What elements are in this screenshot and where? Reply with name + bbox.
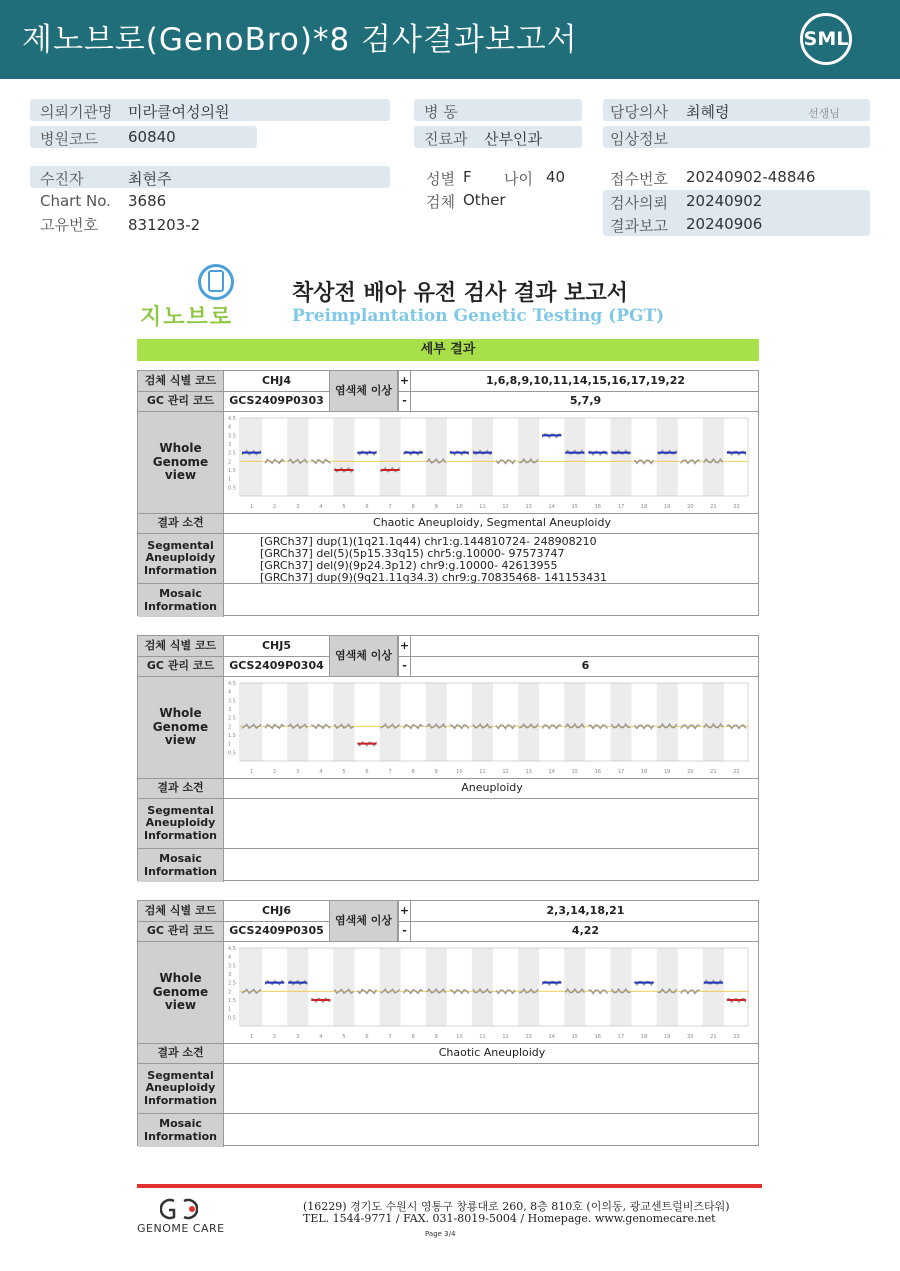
- report-date-value: 20240906: [686, 215, 763, 233]
- ward-label: 병 동: [424, 103, 458, 121]
- table-row: [138, 656, 758, 676]
- table-row: [138, 848, 758, 882]
- x-tick-label: 16: [594, 1034, 602, 1040]
- y-tick-label: 2.5: [228, 980, 236, 987]
- x-tick-label: 16: [594, 504, 602, 510]
- name-value: 최현주: [128, 170, 172, 188]
- whole-genome-plot: [226, 414, 756, 512]
- y-tick-label: 2.5: [228, 715, 236, 722]
- y-tick-label: 3.5: [228, 433, 236, 440]
- hospital-code-value: 60840: [128, 128, 176, 146]
- header-bar: [0, 0, 900, 79]
- copy-number-trace: [542, 725, 561, 729]
- y-tick-label: 1: [228, 1006, 232, 1013]
- mosaic-label: Mosaic Information: [138, 1114, 224, 1147]
- table-row: [138, 676, 758, 778]
- x-tick-label: 14: [548, 504, 555, 510]
- report-subtitle: Preimplantation Genetic Testing (PGT): [292, 306, 665, 326]
- chromosome-band: [703, 948, 724, 1026]
- y-tick-label: 1.5: [228, 468, 236, 474]
- x-tick-label: 6: [365, 504, 369, 510]
- segmental-line: [GRCh37] del(5)(5p15.33q15) chr5:g.10000- 97573747: [260, 547, 565, 560]
- plus-chromosomes: 2,3,14,18,21: [410, 901, 760, 921]
- sample-code-value: CHJ4: [261, 373, 292, 387]
- sample-code-value: CHJ6: [261, 903, 292, 917]
- company-address: (16229) 경기도 수원시 영통구 창룡대로 260, 8층 810호 (이의동, 광교센트럴비즈타워): [303, 1200, 730, 1213]
- x-tick-label: 17: [617, 769, 625, 775]
- chromosome-band: [657, 418, 678, 496]
- x-tick-label: 5: [342, 1034, 346, 1040]
- finding-label: 결과 소견: [138, 779, 224, 798]
- minus-label: -: [398, 392, 410, 411]
- mosaic-value: [224, 849, 760, 882]
- minus-label: -: [398, 657, 410, 676]
- x-tick-label: 12: [502, 504, 509, 510]
- chromosome-band: [564, 683, 585, 761]
- y-tick-label: 1: [228, 476, 232, 483]
- table-row: [138, 583, 758, 617]
- y-tick-label: 4: [228, 689, 232, 696]
- hourglass-icon: [208, 270, 224, 292]
- x-tick-label: 7: [388, 504, 392, 510]
- chromosome-band: [657, 948, 678, 1026]
- chromosome-band: [657, 683, 678, 761]
- x-tick-label: 4: [319, 1034, 323, 1040]
- y-tick-label: 2: [228, 989, 232, 996]
- chromosome-band: [380, 948, 401, 1026]
- finding-value: Chaotic Aneuploidy, Segmental Aneuploidy: [373, 516, 611, 530]
- x-tick-label: 18: [640, 1034, 648, 1040]
- gc-code-label: GC 관리 코드: [138, 392, 224, 411]
- sample-table: [137, 370, 759, 616]
- y-tick-label: 0.5: [228, 1015, 236, 1022]
- table-row: [138, 533, 758, 583]
- table-row: [138, 513, 758, 533]
- x-tick-label: 19: [663, 504, 671, 510]
- x-tick-label: 3: [296, 769, 300, 775]
- chromosome-band: [518, 948, 539, 1026]
- x-tick-label: 8: [411, 769, 415, 775]
- chromosome-band: [610, 683, 631, 761]
- segmental-info: [224, 534, 760, 583]
- finding-value: Chaotic Aneuploidy: [438, 1046, 546, 1060]
- chromosome-band: [703, 418, 724, 496]
- sex-label: 성별: [426, 170, 455, 188]
- request-value: 20240902: [686, 192, 763, 210]
- x-tick-label: 11: [479, 1034, 486, 1040]
- chromosome-band: [518, 418, 539, 496]
- x-tick-label: 1: [249, 1034, 254, 1040]
- chromosome-band: [426, 418, 447, 496]
- x-tick-label: 12: [502, 769, 509, 775]
- chromosome-band: [472, 683, 493, 761]
- y-tick-label: 4.5: [228, 681, 236, 687]
- x-tick-label: 17: [617, 1034, 625, 1040]
- chromosome-band: [380, 418, 401, 496]
- y-tick-label: 3.5: [228, 698, 236, 705]
- mosaic-label: Mosaic Information: [138, 849, 224, 882]
- page-number: Page 3/4: [425, 1230, 456, 1238]
- chart-value: 3686: [128, 192, 167, 210]
- finding-value: Aneuploidy: [461, 781, 523, 795]
- x-tick-label: 20: [687, 504, 694, 510]
- plus-label: +: [398, 371, 410, 391]
- copy-number-trace: [311, 460, 330, 464]
- chromosome-abnormal-label: 염색체 이상: [329, 901, 398, 941]
- table-row: [138, 1063, 758, 1113]
- copy-number-trace: [681, 725, 700, 728]
- x-tick-label: 10: [456, 769, 463, 775]
- x-tick-label: 11: [479, 769, 486, 775]
- chromosome-band: [518, 683, 539, 761]
- chromosome-band: [426, 683, 447, 761]
- x-tick-label: 1: [249, 769, 254, 775]
- x-tick-label: 21: [710, 769, 717, 775]
- y-tick-label: 1: [228, 741, 232, 748]
- table-row: [138, 1043, 758, 1063]
- sml-logo-text: SML: [803, 28, 849, 50]
- y-tick-label: 0.5: [228, 485, 236, 492]
- doctor-value: 최혜령: [686, 103, 730, 121]
- chromosome-band: [380, 683, 401, 761]
- x-tick-label: 14: [548, 1034, 555, 1040]
- y-tick-label: 2: [228, 724, 232, 731]
- chromosome-band: [287, 683, 308, 761]
- x-tick-label: 22: [733, 1034, 740, 1040]
- x-tick-label: 2: [273, 1034, 277, 1040]
- whole-genome-view-label: Whole Genome view: [138, 412, 224, 513]
- x-tick-label: 4: [319, 504, 323, 510]
- chromosome-band: [610, 948, 631, 1026]
- sample-table: [137, 900, 759, 1146]
- section-header: 세부 결과: [137, 339, 759, 361]
- y-tick-label: 3: [228, 707, 232, 713]
- x-tick-label: 5: [342, 769, 346, 775]
- x-tick-label: 10: [456, 1034, 463, 1040]
- name-label: 수진자: [40, 170, 84, 188]
- department-value: 산부인과: [484, 130, 542, 148]
- company-contact: TEL. 1544-9771 / FAX. 031-8019-5004 / Homepage. www.genomecare.net: [303, 1212, 716, 1225]
- gc-code-value: GCS2409P0304: [229, 659, 324, 673]
- sml-logo: [800, 13, 852, 65]
- age-label: 나이: [504, 170, 533, 188]
- chromosome-band: [241, 418, 262, 496]
- y-tick-label: 0.5: [228, 750, 236, 757]
- finding-label: 결과 소견: [138, 1044, 224, 1063]
- copy-number-trace: [588, 725, 607, 728]
- y-tick-label: 2.5: [228, 450, 236, 457]
- copy-number-trace: [681, 460, 700, 463]
- x-tick-label: 13: [525, 769, 532, 775]
- x-tick-label: 6: [365, 769, 369, 775]
- x-tick-label: 5: [342, 504, 346, 510]
- x-tick-label: 3: [296, 504, 300, 510]
- institution-value: 미라클여성의원: [128, 103, 230, 121]
- x-tick-label: 18: [640, 769, 648, 775]
- chromosome-band: [287, 418, 308, 496]
- segmental-label: Segmental Aneuploidy Information: [138, 534, 224, 583]
- x-tick-label: 15: [571, 504, 579, 510]
- genobro-logo-text: 지노브로: [140, 305, 234, 330]
- specimen-value: Other: [463, 191, 506, 209]
- gc-code-label: GC 관리 코드: [138, 922, 224, 941]
- chromosome-abnormal-label: 염색체 이상: [329, 371, 398, 411]
- gc-code-value: GCS2409P0303: [229, 394, 324, 408]
- table-row: [138, 941, 758, 1043]
- segmental-info: [224, 799, 760, 848]
- table-row: [138, 371, 758, 391]
- y-tick-label: 4: [228, 954, 232, 961]
- id-label: 고유번호: [40, 216, 98, 234]
- gc-code-label: GC 관리 코드: [138, 657, 224, 676]
- chart-label: Chart No.: [40, 192, 111, 210]
- y-tick-label: 3: [228, 972, 232, 978]
- minus-chromosomes: 4,22: [410, 922, 760, 941]
- x-tick-label: 22: [733, 769, 740, 775]
- plus-chromosomes: 1,6,8,9,10,11,14,15,16,17,19,22: [410, 371, 760, 391]
- x-tick-label: 19: [663, 769, 671, 775]
- table-row: [138, 411, 758, 513]
- x-tick-label: 7: [388, 1034, 392, 1040]
- hospital-code-label: 병원코드: [40, 130, 98, 148]
- chromosome-band: [287, 948, 308, 1026]
- copy-number-trace: [681, 990, 700, 993]
- receipt-value: 20240902-48846: [686, 168, 816, 186]
- mosaic-value: [224, 584, 760, 617]
- x-tick-label: 9: [434, 769, 438, 775]
- y-tick-label: 2: [228, 459, 232, 466]
- x-tick-label: 19: [663, 1034, 671, 1040]
- id-value: 831203-2: [128, 216, 201, 234]
- x-tick-label: 11: [479, 504, 486, 510]
- report-title: 착상전 배아 유전 검사 결과 보고서: [292, 281, 628, 306]
- chromosome-band: [564, 418, 585, 496]
- table-row: [138, 391, 758, 411]
- y-tick-label: 3.5: [228, 963, 236, 970]
- x-tick-label: 16: [594, 769, 602, 775]
- request-label: 검사의뢰: [610, 194, 668, 212]
- segmental-label: Segmental Aneuploidy Information: [138, 799, 224, 848]
- x-tick-label: 2: [273, 769, 277, 775]
- y-tick-label: 3: [228, 442, 232, 448]
- plus-label: +: [398, 636, 410, 656]
- chromosome-band: [241, 683, 262, 761]
- y-tick-label: 4.5: [228, 416, 236, 422]
- whole-genome-view-label: Whole Genome view: [138, 677, 224, 778]
- x-tick-label: 13: [525, 504, 532, 510]
- segmental-info: [224, 1064, 760, 1113]
- clinical-label: 임상정보: [610, 130, 668, 148]
- name-pill: [30, 166, 390, 188]
- doctor-suffix: 선생님: [808, 107, 840, 120]
- mosaic-value: [224, 1114, 760, 1147]
- age-value: 40: [546, 168, 566, 186]
- minus-label: -: [398, 922, 410, 941]
- table-row: [138, 901, 758, 921]
- x-tick-label: 21: [710, 1034, 717, 1040]
- footer-divider: [137, 1184, 762, 1188]
- segmental-line: [GRCh37] del(9)(9p24.3p12) chr9:g.10000- 42613955: [260, 559, 558, 572]
- institution-label: 의뢰기관명: [40, 103, 113, 121]
- x-tick-label: 8: [411, 504, 415, 510]
- x-tick-label: 17: [617, 504, 625, 510]
- chromosome-band: [472, 418, 493, 496]
- sample-code-label: 검체 식별 코드: [138, 901, 224, 921]
- x-tick-label: 14: [548, 769, 555, 775]
- x-tick-label: 3: [296, 1034, 300, 1040]
- x-tick-label: 15: [571, 1034, 579, 1040]
- sample-table: [137, 635, 759, 881]
- x-tick-label: 15: [571, 769, 579, 775]
- segmental-label: Segmental Aneuploidy Information: [138, 1064, 224, 1113]
- chromosome-band: [333, 418, 354, 496]
- chromosome-band: [426, 948, 447, 1026]
- table-row: [138, 778, 758, 798]
- department-label: 진료과: [424, 130, 468, 148]
- table-row: [138, 1113, 758, 1147]
- copy-number-trace: [588, 990, 607, 993]
- x-tick-label: 6: [365, 1034, 369, 1040]
- chromosome-band: [610, 418, 631, 496]
- chromosome-band: [703, 683, 724, 761]
- sex-value: F: [463, 168, 472, 186]
- company-name: GENOME CARE: [137, 1222, 225, 1235]
- minus-chromosomes: 6: [410, 657, 760, 676]
- receipt-label: 접수번호: [610, 170, 668, 188]
- chromosome-abnormal-label: 염색체 이상: [329, 636, 398, 676]
- chromosome-band: [333, 683, 354, 761]
- x-tick-label: 4: [319, 769, 323, 775]
- x-tick-label: 21: [710, 504, 717, 510]
- table-row: [138, 921, 758, 941]
- whole-genome-plot: [226, 944, 756, 1042]
- report-date-label: 결과보고: [610, 217, 668, 235]
- x-tick-label: 22: [733, 504, 740, 510]
- copy-number-trace: [635, 460, 654, 463]
- sample-code-label: 검체 식별 코드: [138, 636, 224, 656]
- y-tick-label: 4: [228, 424, 232, 431]
- chromosome-band: [333, 948, 354, 1026]
- x-tick-label: 18: [640, 504, 648, 510]
- segmental-line: [GRCh37] dup(1)(1q21.1q44) chr1:g.144810724- 248908210: [260, 535, 597, 548]
- gc-code-value: GCS2409P0305: [229, 924, 324, 938]
- page-title: 제노브로(GenoBro)*8 검사결과보고서: [22, 22, 578, 58]
- plus-label: +: [398, 901, 410, 921]
- plus-chromosomes: [410, 636, 760, 656]
- copy-number-trace: [727, 725, 746, 729]
- sample-code-label: 검체 식별 코드: [138, 371, 224, 391]
- chromosome-band: [472, 948, 493, 1026]
- chromosome-band: [241, 948, 262, 1026]
- x-tick-label: 9: [434, 1034, 438, 1040]
- doctor-label: 담당의사: [610, 103, 668, 121]
- copy-number-trace: [311, 725, 330, 729]
- x-tick-label: 8: [411, 1034, 415, 1040]
- table-row: [138, 798, 758, 848]
- sample-code-value: CHJ5: [261, 638, 292, 652]
- x-tick-label: 13: [525, 1034, 532, 1040]
- segmental-line: [GRCh37] dup(9)(9q21.11q34.3) chr9:g.70835468- 141153431: [260, 571, 608, 584]
- finding-label: 결과 소견: [138, 514, 224, 533]
- table-row: [138, 636, 758, 656]
- genome-care-logo-icon: [160, 1198, 198, 1220]
- x-tick-label: 1: [249, 504, 254, 510]
- x-tick-label: 20: [687, 769, 694, 775]
- x-tick-label: 2: [273, 504, 277, 510]
- x-tick-label: 12: [502, 1034, 509, 1040]
- x-tick-label: 20: [687, 1034, 694, 1040]
- x-tick-label: 10: [456, 504, 463, 510]
- minus-chromosomes: 5,7,9: [410, 392, 760, 411]
- y-tick-label: 1.5: [228, 998, 236, 1004]
- y-tick-label: 4.5: [228, 946, 236, 952]
- y-tick-label: 1.5: [228, 733, 236, 739]
- copy-number-trace: [635, 725, 654, 728]
- mosaic-label: Mosaic Information: [138, 584, 224, 617]
- segmental-list: [260, 536, 607, 584]
- whole-genome-plot: [226, 679, 756, 777]
- x-tick-label: 9: [434, 504, 438, 510]
- x-tick-label: 7: [388, 769, 392, 775]
- whole-genome-view-label: Whole Genome view: [138, 942, 224, 1043]
- chromosome-band: [564, 948, 585, 1026]
- specimen-label: 검체: [426, 193, 455, 211]
